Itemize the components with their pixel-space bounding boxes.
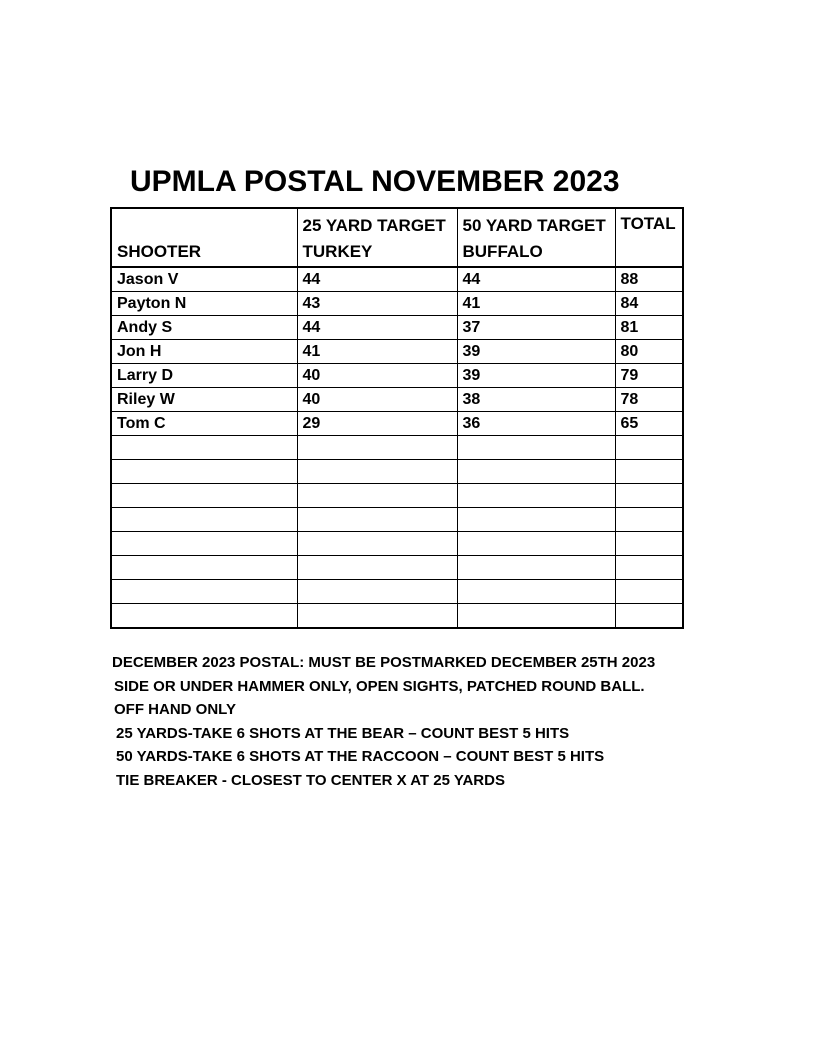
table-row [111,532,683,556]
header-50-yard-target [457,208,615,267]
cell-shooter: Riley W [111,388,297,412]
table-row [111,460,683,484]
cell-shooter [111,556,297,580]
note-line: OFF HAND ONLY [114,701,236,718]
cell-total: 81 [615,316,683,340]
cell-25-yard-score [297,508,457,532]
results-body [111,267,683,628]
cell-50-yard-score [457,532,615,556]
cell-shooter [111,532,297,556]
cell-25-yard-score: 44 [297,267,457,292]
cell-total [615,604,683,629]
cell-shooter: Jason V [111,267,297,292]
cell-shooter [111,436,297,460]
cell-50-yard-score: 44 [457,267,615,292]
cell-total: 79 [615,364,683,388]
note-line: DECEMBER 2023 POSTAL: MUST BE POSTMARKED DECEMBER 25TH 2023 [112,654,656,671]
note-line: TIE BREAKER - CLOSEST TO CENTER X AT 25 YARDS [116,771,505,789]
table-row [111,316,683,340]
table-row [111,604,683,629]
cell-total [615,460,683,484]
cell-shooter [111,460,297,484]
header-25-yard-line1: 25 YARD TARGET [302,216,446,235]
note-line: 25 YARDS-TAKE 6 SHOTS AT THE BEAR – COUNT BEST 5 HITS [116,724,570,742]
table-row [111,484,683,508]
table-row [111,508,683,532]
cell-total [615,556,683,580]
cell-25-yard-score: 41 [297,340,457,364]
cell-total: 88 [615,267,683,292]
cell-50-yard-score [457,508,615,532]
note-line: 50 YARDS-TAKE 6 SHOTS AT THE RACCOON – COUNT BEST 5 HITS [116,748,605,765]
header-total: TOTAL [615,208,683,267]
header-shooter: SHOOTER [111,208,297,267]
header-50-yard-line2: BUFFALO [462,242,543,261]
cell-25-yard-score: 44 [297,316,457,340]
cell-shooter [111,508,297,532]
results-table [110,207,684,629]
cell-50-yard-score [457,556,615,580]
cell-shooter [111,580,297,604]
table-row [111,436,683,460]
cell-total: 78 [615,388,683,412]
header-50-yard-line1: 50 YARD TARGET [462,216,606,235]
cell-25-yard-score [297,604,457,629]
cell-total [615,580,683,604]
cell-25-yard-score [297,436,457,460]
cell-50-yard-score [457,436,615,460]
cell-50-yard-score [457,460,615,484]
cell-25-yard-score [297,460,457,484]
cell-total [615,532,683,556]
table-row [111,580,683,604]
cell-25-yard-score: 40 [297,364,457,388]
table-row [111,364,683,388]
header-25-yard-target [297,208,457,267]
cell-total: 84 [615,292,683,316]
cell-shooter: Tom C [111,412,297,436]
table-row [111,556,683,580]
cell-25-yard-score: 29 [297,412,457,436]
cell-50-yard-score: 41 [457,292,615,316]
cell-50-yard-score: 37 [457,316,615,340]
table-row [111,340,683,364]
cell-50-yard-score [457,484,615,508]
cell-total: 80 [615,340,683,364]
cell-25-yard-score [297,484,457,508]
cell-shooter [111,484,297,508]
table-header-row [111,208,683,267]
cell-shooter [111,604,297,629]
table-row [111,267,683,292]
header-25-yard-line2: TURKEY [302,242,373,261]
cell-shooter: Jon H [111,340,297,364]
cell-50-yard-score: 36 [457,412,615,436]
cell-50-yard-score: 39 [457,340,615,364]
cell-25-yard-score: 40 [297,388,457,412]
cell-25-yard-score [297,580,457,604]
cell-total: 65 [615,412,683,436]
cell-total [615,484,683,508]
cell-50-yard-score [457,580,615,604]
cell-50-yard-score [457,604,615,629]
note-line: SIDE OR UNDER HAMMER ONLY, OPEN SIGHTS, PATCHED ROUND BALL. [114,677,645,695]
cell-total [615,436,683,460]
cell-shooter: Andy S [111,316,297,340]
cell-shooter: Larry D [111,364,297,388]
cell-50-yard-score: 38 [457,388,615,412]
postal-notes [112,651,712,792]
table-row [111,388,683,412]
cell-shooter: Payton N [111,292,297,316]
table-row [111,292,683,316]
cell-50-yard-score: 39 [457,364,615,388]
page-title: UPMLA POSTAL NOVEMBER 2023 [130,165,620,198]
cell-25-yard-score [297,556,457,580]
cell-25-yard-score: 43 [297,292,457,316]
table-row [111,412,683,436]
cell-total [615,508,683,532]
cell-25-yard-score [297,532,457,556]
